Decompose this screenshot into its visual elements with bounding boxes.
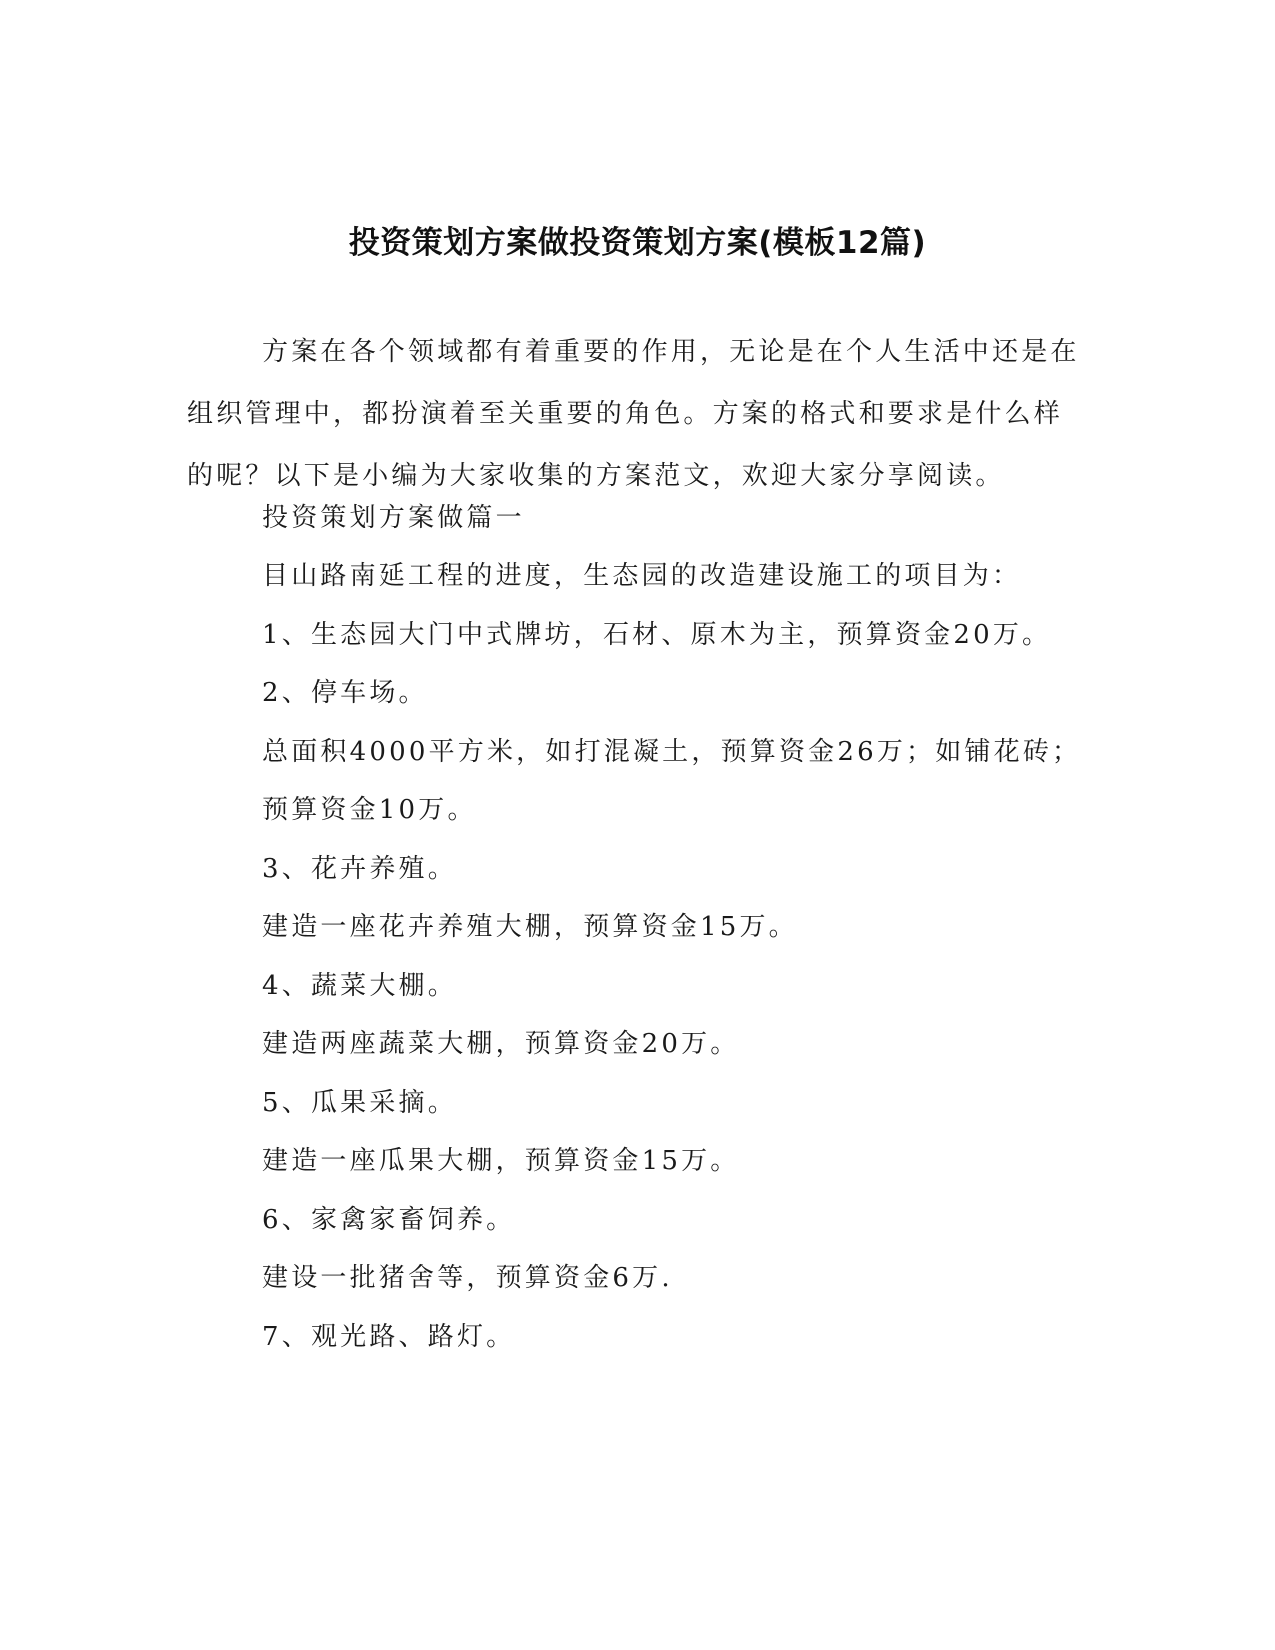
body-line: 1、生态园大门中式牌坊，石材、原木为主，预算资金20万。 — [262, 620, 1052, 650]
body-line: 7、观光路、路灯。 — [262, 1322, 516, 1352]
body-line: 2、停车场。 — [262, 678, 428, 708]
section-heading: 投资策划方案做篇一 — [262, 503, 525, 533]
intro-paragraph: 方案在各个领域都有着重要的作用，无论是在个人生活中还是在组织管理中，都扮演着至关重要的角色。方案的格式和要求是什么样的呢？以下是小编为大家收集的方案范文，欢迎大家分享阅读。 — [187, 337, 1080, 491]
body-line: 5、瓜果采摘。 — [262, 1088, 457, 1118]
body-line: 6、家禽家畜饲养。 — [262, 1205, 516, 1235]
body-line: 总面积4000平方米，如打混凝土，预算资金26万；如铺花砖； — [262, 737, 1082, 767]
body-line: 目山路南延工程的进度，生态园的改造建设施工的项目为： — [262, 561, 1022, 591]
body-line: 建造一座瓜果大棚，预算资金15万。 — [262, 1146, 740, 1176]
body-line: 预算资金10万。 — [262, 795, 477, 825]
body-line: 建设一批猪舍等，预算资金6万. — [262, 1263, 673, 1293]
body-line: 建造一座花卉养殖大棚，预算资金15万。 — [262, 912, 798, 942]
body-line: 建造两座蔬菜大棚，预算资金20万。 — [262, 1029, 740, 1059]
body-line: 4、蔬菜大棚。 — [262, 971, 457, 1001]
document-title: 投资策划方案做投资策划方案(模板12篇) — [348, 224, 927, 261]
body-line: 3、花卉养殖。 — [262, 854, 457, 884]
